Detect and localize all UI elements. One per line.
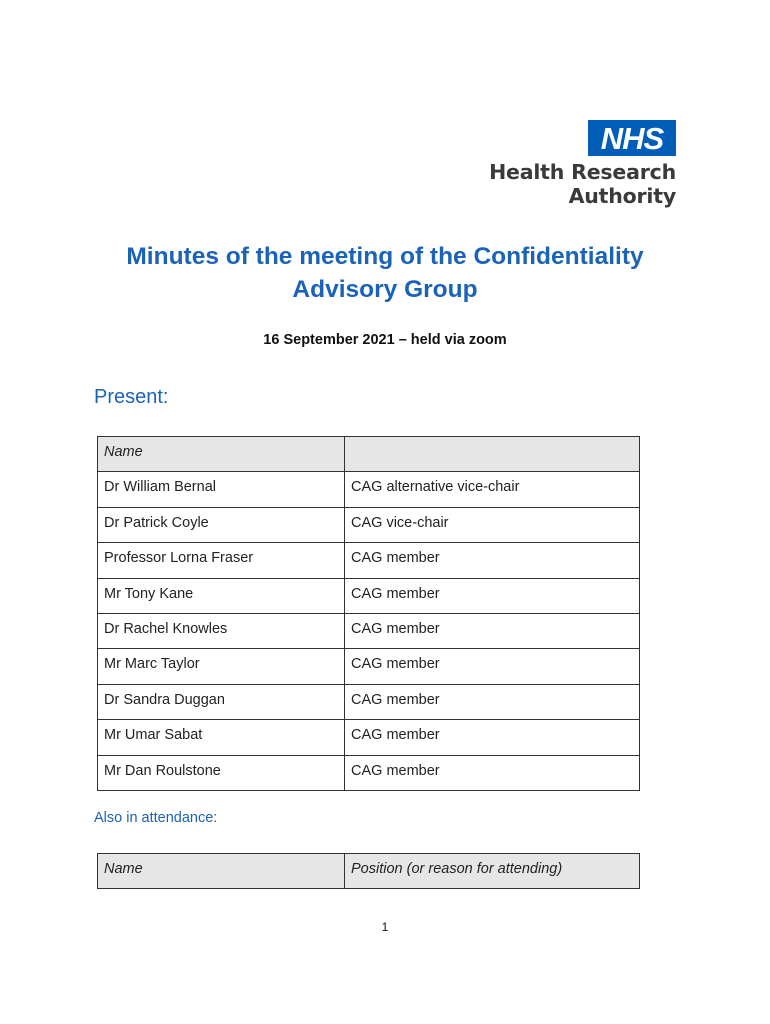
member-name-cell: Mr Umar Sabat: [98, 720, 345, 755]
column-header-name: Name: [98, 437, 345, 472]
table-row: [98, 755, 640, 790]
organisation-name-line1: Health Research: [489, 160, 676, 184]
present-table: [97, 436, 640, 791]
member-role-cell: CAG member: [345, 755, 640, 790]
table-row: [98, 684, 640, 719]
member-role-cell: CAG alternative vice-chair: [345, 472, 640, 507]
hra-logo: [470, 118, 680, 213]
attendance-heading: Also in attendance:: [94, 810, 218, 826]
column-header-position: Position (or reason for attending): [345, 854, 640, 889]
member-name-cell: Dr Patrick Coyle: [98, 507, 345, 542]
document-title-line2: Advisory Group: [292, 276, 478, 303]
member-role-cell: CAG member: [345, 613, 640, 648]
member-name-cell: Mr Tony Kane: [98, 578, 345, 613]
member-name-cell: Dr William Bernal: [98, 472, 345, 507]
member-name-cell: Mr Dan Roulstone: [98, 755, 345, 790]
table-row: [98, 472, 640, 507]
table-row: [98, 613, 640, 648]
member-role-cell: CAG member: [345, 649, 640, 684]
document-title: [60, 240, 710, 306]
document-title-line1: Minutes of the meeting of the Confidentiality: [126, 243, 644, 270]
column-header-role: [345, 437, 640, 472]
table-row: [98, 720, 640, 755]
member-role-cell: CAG member: [345, 684, 640, 719]
table-row: [98, 578, 640, 613]
present-table-header: [98, 437, 640, 472]
attendance-table-header: [98, 854, 640, 889]
column-header-name: Name: [98, 854, 345, 889]
page-number: 1: [381, 920, 389, 934]
member-name-cell: Dr Rachel Knowles: [98, 613, 345, 648]
member-name-cell: Dr Sandra Duggan: [98, 684, 345, 719]
table-row: [98, 649, 640, 684]
attendance-table: [97, 853, 640, 889]
meeting-date: 16 September 2021 – held via zoom: [263, 332, 507, 348]
organisation-name: [489, 160, 676, 208]
member-name-cell: Mr Marc Taylor: [98, 649, 345, 684]
table-row: [98, 507, 640, 542]
member-role-cell: CAG member: [345, 578, 640, 613]
nhs-logo: [588, 120, 676, 156]
member-role-cell: CAG vice-chair: [345, 507, 640, 542]
member-role-cell: CAG member: [345, 543, 640, 578]
present-heading: Present:: [94, 386, 169, 408]
nhs-logo-text: NHS: [600, 121, 664, 156]
table-row: [98, 543, 640, 578]
organisation-name-line2: Authority: [568, 184, 676, 208]
member-role-cell: CAG member: [345, 720, 640, 755]
member-name-cell: Professor Lorna Fraser: [98, 543, 345, 578]
